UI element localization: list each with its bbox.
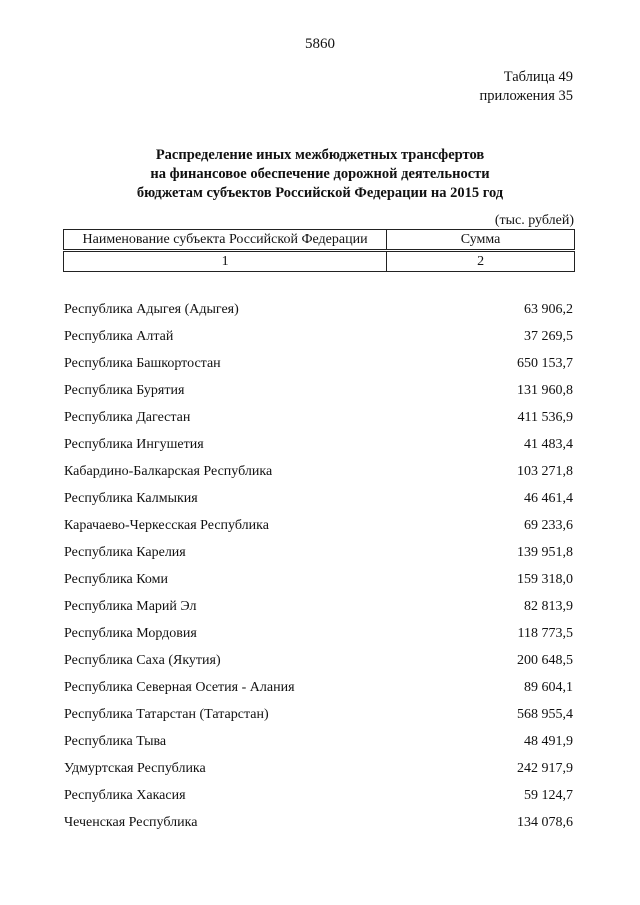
amount-value: 200 648,5 <box>517 653 573 668</box>
table-reference-line2: приложения 35 <box>479 88 573 104</box>
region-name: Карачаево-Черкесская Республика <box>64 518 269 533</box>
region-name: Республика Саха (Якутия) <box>64 653 221 668</box>
table-row <box>60 296 573 323</box>
amount-value: 118 773,5 <box>517 626 573 641</box>
region-name: Республика Дагестан <box>64 410 191 425</box>
amount-value: 103 271,8 <box>517 464 573 479</box>
amount-value: 41 483,4 <box>524 437 573 452</box>
table-row <box>60 485 573 512</box>
region-name: Республика Северная Осетия - Алания <box>64 680 295 695</box>
amount-value: 82 813,9 <box>524 599 573 614</box>
table-row <box>60 458 573 485</box>
page-number: 5860 <box>305 36 335 52</box>
title-line3: бюджетам субъектов Российской Федерации на 2015 год <box>136 185 504 201</box>
header-amount: Сумма <box>387 230 575 251</box>
header-column-number-2: 2 <box>387 251 575 272</box>
region-name: Республика Адыгея (Адыгея) <box>64 302 239 317</box>
header-region-name: Наименование субъекта Российской Федерации <box>64 230 387 251</box>
units-label: (тыс. рублей) <box>494 213 574 228</box>
title-line2: на финансовое обеспечение дорожной деятельности <box>150 166 490 182</box>
table-row <box>60 701 573 728</box>
table-row <box>60 323 573 350</box>
table-row <box>60 566 573 593</box>
region-name: Республика Татарстан (Татарстан) <box>64 707 269 722</box>
region-name: Республика Тыва <box>64 734 167 749</box>
table-row <box>60 350 573 377</box>
table-row <box>60 593 573 620</box>
table-reference-line1: Таблица 49 <box>503 69 573 85</box>
amount-value: 89 604,1 <box>524 680 573 695</box>
amount-value: 568 955,4 <box>517 707 573 722</box>
region-name: Чеченская Республика <box>64 815 198 830</box>
region-name: Республика Хакасия <box>64 788 186 803</box>
table-row <box>60 539 573 566</box>
region-name: Республика Алтай <box>64 329 174 344</box>
table-row <box>60 404 573 431</box>
table-row <box>60 512 573 539</box>
amount-value: 63 906,2 <box>524 302 573 317</box>
region-name: Республика Карелия <box>64 545 186 560</box>
table-reference <box>480 68 573 106</box>
table-row <box>60 728 573 755</box>
table-row <box>60 431 573 458</box>
region-name: Республика Коми <box>64 572 168 587</box>
table-header <box>63 229 575 272</box>
amount-value: 37 269,5 <box>524 329 573 344</box>
region-name: Республика Бурятия <box>64 383 185 398</box>
region-name: Республика Мордовия <box>64 626 197 641</box>
data-rows <box>60 296 573 836</box>
region-name: Удмуртская Республика <box>64 761 206 776</box>
amount-value: 134 078,6 <box>517 815 573 830</box>
table-row <box>60 674 573 701</box>
table-row <box>60 782 573 809</box>
table-row <box>60 620 573 647</box>
amount-value: 46 461,4 <box>524 491 573 506</box>
amount-value: 139 951,8 <box>517 545 573 560</box>
header-column-number-1: 1 <box>64 251 387 272</box>
region-name: Республика Марий Эл <box>64 599 197 614</box>
title-line1: Распределение иных межбюджетных трансфертов <box>155 147 485 163</box>
amount-value: 159 318,0 <box>517 572 573 587</box>
amount-value: 242 917,9 <box>517 761 573 776</box>
table-row <box>60 647 573 674</box>
amount-value: 131 960,8 <box>517 383 573 398</box>
region-name: Республика Калмыкия <box>64 491 198 506</box>
region-name: Республика Башкортостан <box>64 356 221 371</box>
table-row <box>60 377 573 404</box>
amount-value: 69 233,6 <box>524 518 573 533</box>
table-row <box>60 809 573 836</box>
amount-value: 650 153,7 <box>517 356 573 371</box>
region-name: Республика Ингушетия <box>64 437 204 452</box>
amount-value: 48 491,9 <box>524 734 573 749</box>
region-name: Кабардино-Балкарская Республика <box>64 464 273 479</box>
amount-value: 411 536,9 <box>517 410 573 425</box>
amount-value: 59 124,7 <box>524 788 573 803</box>
table-row <box>60 755 573 782</box>
document-title <box>0 146 640 203</box>
